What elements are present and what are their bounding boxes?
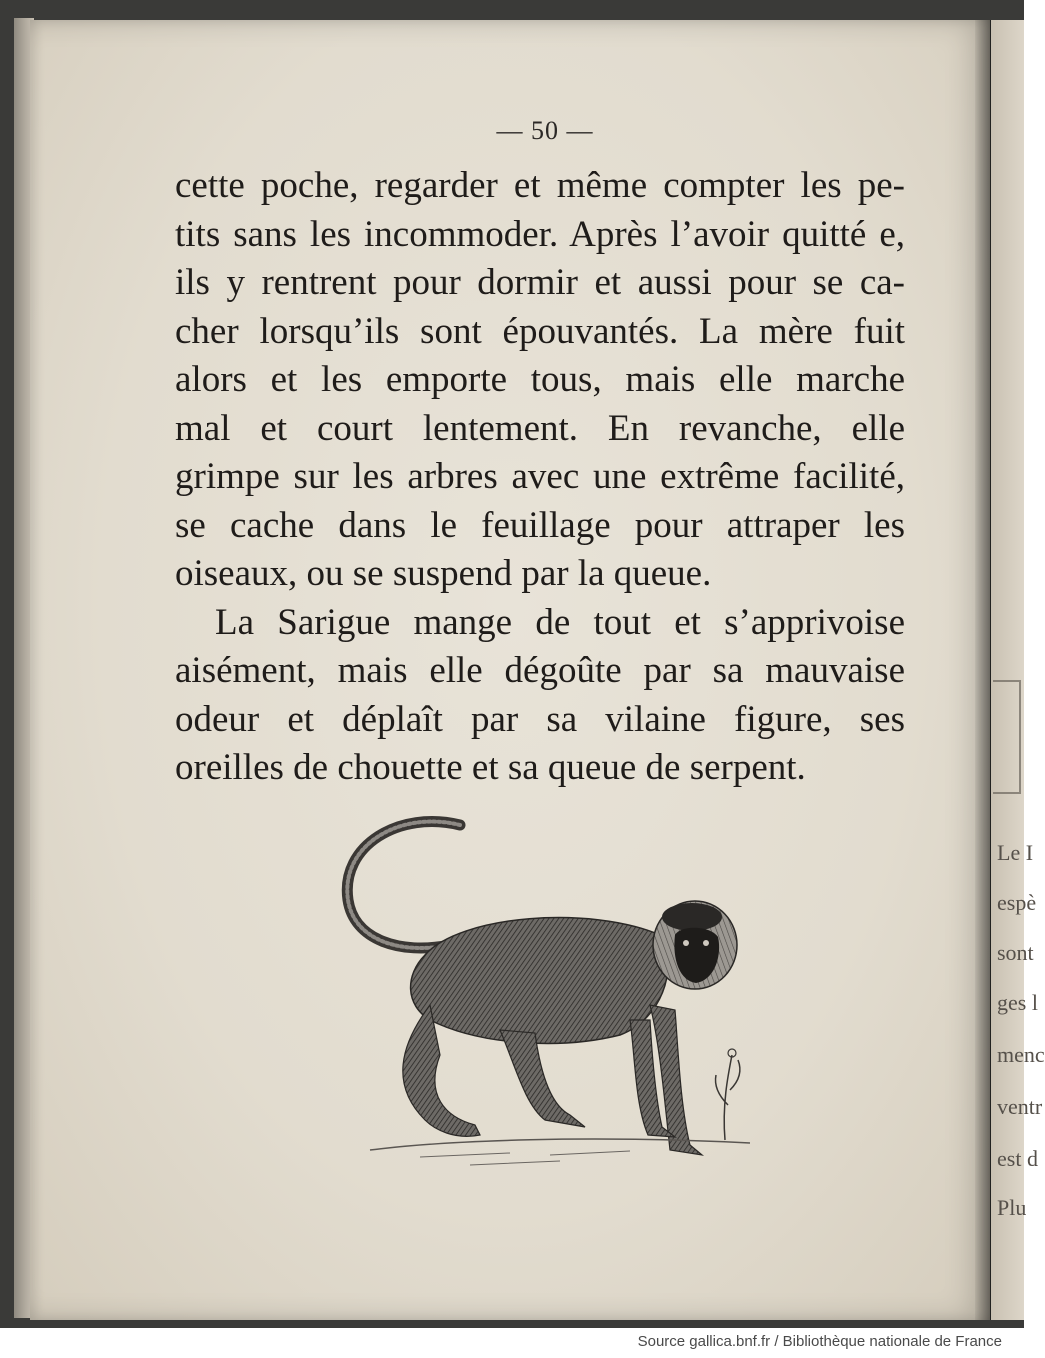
next-page-text: Le I: [997, 840, 1034, 865]
text-line: grimpe sur les arbres avec une extrême facilité,: [175, 456, 905, 497]
next-page-text: menc: [997, 1042, 1045, 1067]
page-number: — 50 —: [496, 116, 594, 145]
text-line: aisément, mais elle dégoûte par sa mauvaise: [175, 650, 905, 691]
text-line: odeur et déplaît par sa vilaine figure, ses: [175, 698, 905, 740]
next-page-illustration-edge: [993, 680, 1021, 794]
next-page-text: est d: [997, 1146, 1038, 1171]
paragraph-start-line: La Sarigue mange de tout et s’apprivoise: [215, 601, 905, 643]
text-line: oreilles de chouette et sa queue de serpent.: [175, 747, 806, 788]
text-line: tits sans les incommoder. Après l’avoir quitté e,: [175, 213, 905, 255]
text-line: ils y rentrent pour dormir et aussi pour se ca-: [175, 262, 905, 303]
next-page-text: sont: [997, 940, 1034, 965]
text-line: se cache dans le feuillage pour attraper les: [175, 504, 905, 546]
monkey-hind-leg: [500, 1030, 585, 1127]
monkey-illustration: [330, 805, 760, 1175]
next-page-fragment: [991, 20, 1045, 1320]
text-line: mal et court lentement. En revanche, elle: [175, 407, 905, 449]
next-page-text: Plu: [997, 1195, 1027, 1220]
next-page-text: ventr: [997, 1094, 1043, 1119]
monkey-body: [411, 918, 668, 1044]
body-text: [175, 162, 905, 793]
small-plant: [716, 1055, 740, 1140]
text-line: oiseaux, ou se suspend par la queue.: [175, 553, 712, 594]
text-line: cette poche, regarder et même compter les pe-: [175, 165, 905, 206]
text-line: alors et les emporte tous, mais elle marche: [175, 359, 905, 400]
book-gutter: [975, 20, 991, 1320]
source-credit: Source gallica.bnf.fr / Bibliothèque nationale de France: [637, 1333, 1002, 1350]
next-page-text: ges l: [997, 990, 1038, 1015]
next-page-text: espè: [997, 890, 1037, 915]
text-line: cher lorsqu’ils sont épouvantés. La mère fuit: [175, 310, 905, 352]
